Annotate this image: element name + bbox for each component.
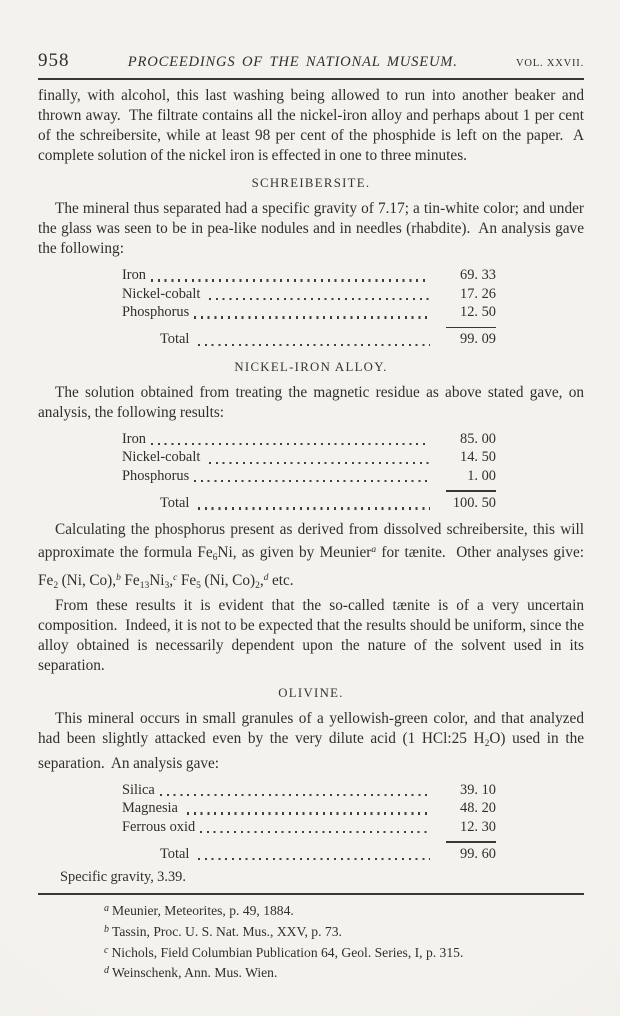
leader-dots <box>151 443 430 445</box>
analysis-rows <box>122 431 496 487</box>
page-number: 958 <box>38 50 70 71</box>
footnote-text: Meunier, Meteorites, p. 49, 1884. <box>112 903 294 919</box>
row-label: Phosphorus <box>122 467 190 484</box>
footnote-item <box>104 921 574 942</box>
total-label: Total <box>160 495 193 512</box>
row-label: Silica <box>122 781 155 798</box>
running-title: PROCEEDINGS OF THE NATIONAL MUSEUM. <box>127 54 458 70</box>
leader-dots <box>198 858 430 860</box>
footnote-item <box>104 962 574 983</box>
row-value: 85. 00 <box>460 430 496 447</box>
footnote-item <box>104 900 574 921</box>
specific-gravity-note: Specific gravity, 3.39. <box>60 869 186 886</box>
analysis-row <box>122 468 496 487</box>
footnote-text: Nichols, Field Columbian Publication 64, Geol. Series, I, p. 315. <box>111 944 464 960</box>
footnote-text: Tassin, Proc. U. S. Nat. Mus., XXV, p. 73. <box>112 923 342 939</box>
row-value: 14. 50 <box>460 449 496 466</box>
total-value: 100. 50 <box>452 495 496 512</box>
row-value: 48. 20 <box>460 800 496 817</box>
analysis-table-nickel-iron <box>122 431 496 514</box>
paragraph-taenite-formula: Calculating the phosphorus present as derived from dissolved schreibersite, this will approximate the formula $Fe_6Ni$, as given by Meunier$^a$ for tænite. Other analyses give: $Fe_2$ (Ni, Co),$^b$ $Fe_{13}Ni_3,^c$ $Fe_5$ (Ni, $Co)_2,^d$ etc. <box>38 520 588 591</box>
total-value: 99. 60 <box>460 845 496 862</box>
footnote-marker: d <box>104 965 109 977</box>
analysis-table-olivine <box>122 782 496 865</box>
row-label: Iron <box>122 267 146 283</box>
row-value: 12. 30 <box>460 818 496 835</box>
row-value: 17. 26 <box>460 285 496 302</box>
total-value: 99. 09 <box>460 331 496 348</box>
paragraph-olivine: This mineral occurs in small granules of a yellowish-green color, and that analyzed had been slightly attacked even by the very dilute acid (1 HCl:25 $H_2O$) used in the separation. An analysis gave: <box>38 709 588 772</box>
analysis-row <box>122 782 496 801</box>
total-rule <box>446 490 496 492</box>
footnote-rule <box>38 893 584 895</box>
row-value: 39. 10 <box>460 781 496 798</box>
row-value: 12. 50 <box>460 304 496 320</box>
footnote-item <box>104 942 574 963</box>
leader-dots <box>198 344 430 346</box>
leader-dots <box>200 831 430 833</box>
analysis-row <box>122 304 496 323</box>
leader-dots <box>187 812 430 814</box>
paragraph-intro: finally, with alcohol, this last washing being allowed to run into another beaker and thrown away. The filtrate contains all the nickel-iron alloy and perhaps about 1 per cent of the schreibersite, while at least 98 per cent of the phosphide is left on the paper. A complete solution of the nickel iron is effected in one to three minutes. <box>38 87 588 164</box>
volume-label: VOL. XXVII. <box>516 58 584 69</box>
analysis-row <box>122 267 496 286</box>
total-row <box>122 331 496 350</box>
row-value: 1. 00 <box>467 467 496 484</box>
section-heading-olivine: OLIVINE. <box>278 685 344 700</box>
footnote-marker: a <box>104 903 109 915</box>
total-row <box>122 846 496 865</box>
row-label: Nickel-cobalt <box>122 285 204 302</box>
footnote-marker: b <box>104 923 109 935</box>
footnote-marker: c <box>104 944 109 956</box>
header-rule <box>38 78 584 80</box>
footnotes <box>104 900 574 982</box>
analysis-rows <box>122 267 496 323</box>
footnote-text: Weinschenk, Ann. Mus. Wien. <box>112 965 278 981</box>
analysis-row <box>122 286 496 305</box>
paragraph-nickel-iron: The solution obtained from treating the magnetic residue as above stated gave, on analysis, the following results: <box>38 383 588 421</box>
page-header <box>38 50 584 72</box>
section-heading-nickel-iron-alloy: NICKEL-IRON ALLOY. <box>234 359 388 374</box>
analysis-row <box>122 449 496 468</box>
row-label: Phosphorus <box>122 304 190 320</box>
row-value: 69. 33 <box>460 267 496 283</box>
paragraph-schreibersite: The mineral thus separated had a specific gravity of 7.17; a tin-white color; and under the glass was seen to be in pea-like nodules and in needles (rhabdite). An analysis gave the following: <box>38 200 588 257</box>
total-rule <box>446 841 496 843</box>
leader-dots <box>151 279 430 281</box>
row-label: Nickel-cobalt <box>122 449 204 466</box>
analysis-rows <box>122 782 496 838</box>
total-row <box>122 495 496 514</box>
analysis-table-schreibersite <box>122 267 496 350</box>
total-label: Total <box>160 331 193 348</box>
analysis-row <box>122 431 496 450</box>
row-label: Ferrous oxid <box>122 818 196 835</box>
paragraph-taenite-discussion: From these results it is evident that the so-called tænite is of a very uncertain composition. Indeed, it is not to be expected that the results should be uniform, since the alloy obtained is necessarily dependent upon the nature of the solvent used in its separation. <box>38 596 588 674</box>
row-label: Magnesia <box>122 800 182 817</box>
row-label: Iron <box>122 430 146 447</box>
analysis-row <box>122 819 496 838</box>
analysis-row <box>122 800 496 819</box>
leader-dots <box>194 316 430 318</box>
leader-dots <box>209 298 430 300</box>
leader-dots <box>198 507 430 509</box>
total-label: Total <box>160 845 193 862</box>
leader-dots <box>194 480 430 482</box>
section-heading-schreibersite: SCHREIBERSITE. <box>251 176 371 190</box>
total-rule <box>446 327 496 329</box>
leader-dots <box>160 794 430 796</box>
leader-dots <box>209 462 430 464</box>
